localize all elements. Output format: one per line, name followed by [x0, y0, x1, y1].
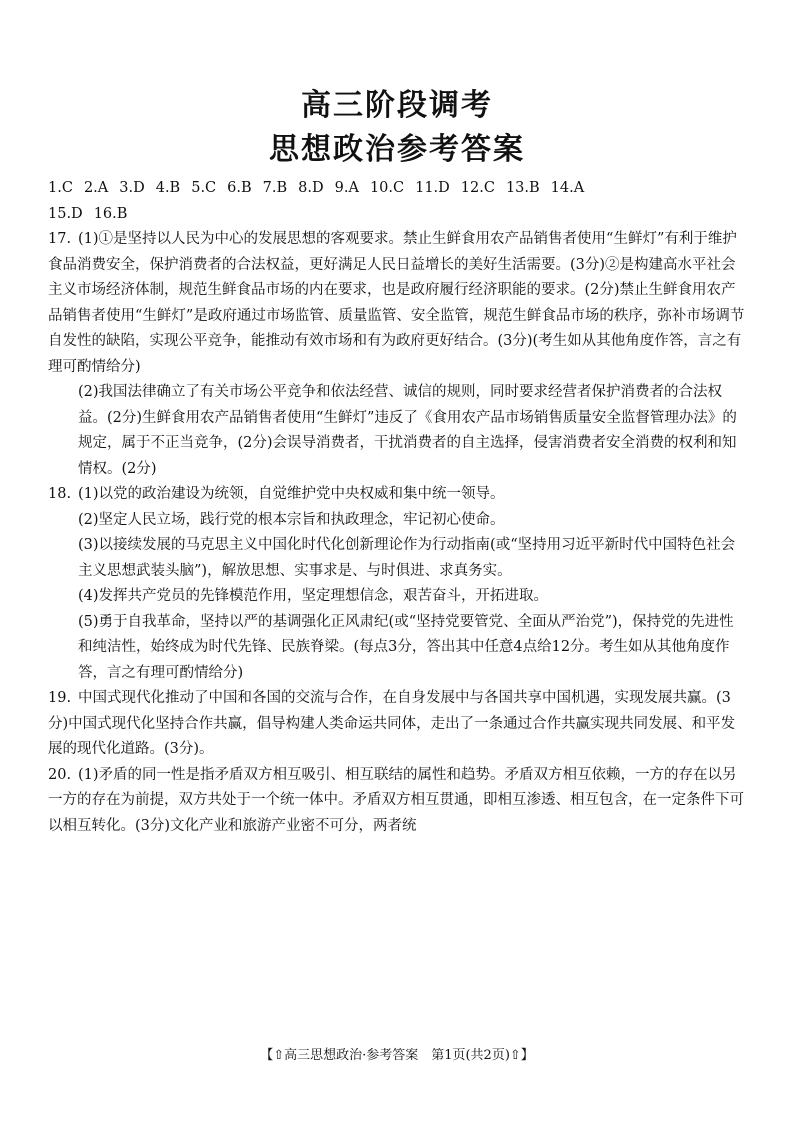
- question-number: 19.: [48, 690, 72, 706]
- question-number: 20.: [48, 766, 72, 783]
- question-number: 18.: [48, 486, 72, 502]
- page-footer: 【⇧高三思想政治·参考答案 第1页(共2页)⇧】: [260, 1048, 534, 1063]
- choice-answer: 1.C: [48, 180, 73, 196]
- choice-answer: 16.B: [93, 205, 128, 222]
- choice-answer: 7.B: [262, 180, 288, 196]
- page-subtitle: 思想政治参考答案: [269, 132, 525, 167]
- choice-answer: 15.D: [48, 205, 83, 222]
- choice-answer: 6.B: [227, 180, 252, 196]
- answer-paragraph: (2)坚定人民立场，践行党的根本宗旨和执政理念，牢记初心使命。: [78, 511, 505, 528]
- question-20: [48, 763, 748, 840]
- choice-answer: 14.A: [550, 180, 585, 196]
- choice-answer: 4.B: [155, 180, 181, 196]
- choice-answer: 8.D: [298, 180, 324, 196]
- answer-paragraph: (3)以接续发展的马克思主义中国化时代化创新理论作为行动指南(或“坚持用习近平新时代中国特色社会主义思想武装头脑”)，解放思想、实事求是、与时俱进、求真务实。: [78, 537, 736, 579]
- choice-answer: 5.C: [191, 180, 217, 196]
- answer-paragraph: (1)①是坚持以人民为中心的发展思想的客观要求。禁止生鲜食用农产品销售者使用“生鲜灯”有利于维护食品消费安全，保护消费者的合法权益，更好满足人民日益增长的美好生活需要。(3分)②是构建高水平社会主义市场经济体制，规范生鲜食品市场的内在要求，也是政府履行经济职能的要求。(2分)禁止生鲜食用农产品销售者使用“生鲜灯”是政府通过市场监管、质量监管、安全监管，规范生鲜食品市场的秩序，弥补市场调节自发性的缺陷，实现公平竞争，能推动有效市场和有为政府更好结合。(3分)(考生如从其他角度作答，言之有理可酌情给分): [48, 231, 745, 375]
- answer-paragraph: (1)矛盾的同一性是指矛盾双方相互吸引、相互联结的属性和趋势。矛盾双方相互依赖，一方的存在以另一方的存在为前提，双方共处于一个统一体中。矛盾双方相互贯通，即相互渗透、相互包含，在一定条件下可以相互转化。(3分)文化产业和旅游产业密不可分，两者统: [48, 766, 744, 834]
- answer-paragraph: 中国式现代化推动了中国和各国的交流与合作，在自身发展中与各国共享中国机遇，实现发展共赢。(3分)中国式现代化坚持合作共赢，倡导构建人类命运共同体，走出了一条通过合作共赢实现共同发展、和平发展的现代化道路。(3分)。: [48, 690, 736, 757]
- question-18: [48, 482, 748, 686]
- answer-paragraph: (1)以党的政治建设为统领，自觉维护党中央权威和集中统一领导。: [78, 486, 505, 502]
- answer-body: [48, 176, 748, 839]
- choice-answer: 10.C: [369, 180, 405, 196]
- choice-answers-line-1: [48, 176, 748, 202]
- choice-answer: 12.C: [460, 180, 495, 196]
- choice-answers-line-2: [48, 202, 748, 228]
- page-title: 高三阶段调考: [301, 88, 493, 123]
- question-19: [48, 686, 748, 763]
- choice-answer: 9.A: [334, 180, 359, 196]
- choice-answer: 2.A: [83, 180, 109, 196]
- choice-answer: 13.B: [505, 180, 540, 196]
- question-17: [48, 227, 748, 482]
- choice-answer: 11.D: [415, 180, 450, 196]
- answer-paragraph: (5)勇于自我革命，坚持以严的基调强化正风肃纪(或“坚持党要管党、全面从严治党”)，保持党的先进性和纯洁性，始终成为时代先锋、民族脊梁。(每点3分，答出其中任意4点给12分。考生如从其他角度作答，言之有理可酌情给分): [78, 613, 734, 681]
- answer-paragraph: (2)我国法律确立了有关市场公平竞争和依法经营、诚信的规则，同时要求经营者保护消费者的合法权益。(2分)生鲜食用农产品销售者使用“生鲜灯”违反了《食用农产品市场销售质量安全监督管理办法》的规定，属于不正当竞争，(2分)会误导消费者，干扰消费者的自主选择，侵害消费者安全消费的权利和知情权。(2分): [78, 384, 737, 477]
- answer-paragraph: (4)发挥共产党员的先锋模范作用，坚定理想信念，艰苦奋斗，开拓进取。: [78, 588, 549, 604]
- question-number: 17.: [48, 231, 72, 247]
- choice-answer: 3.D: [119, 180, 145, 196]
